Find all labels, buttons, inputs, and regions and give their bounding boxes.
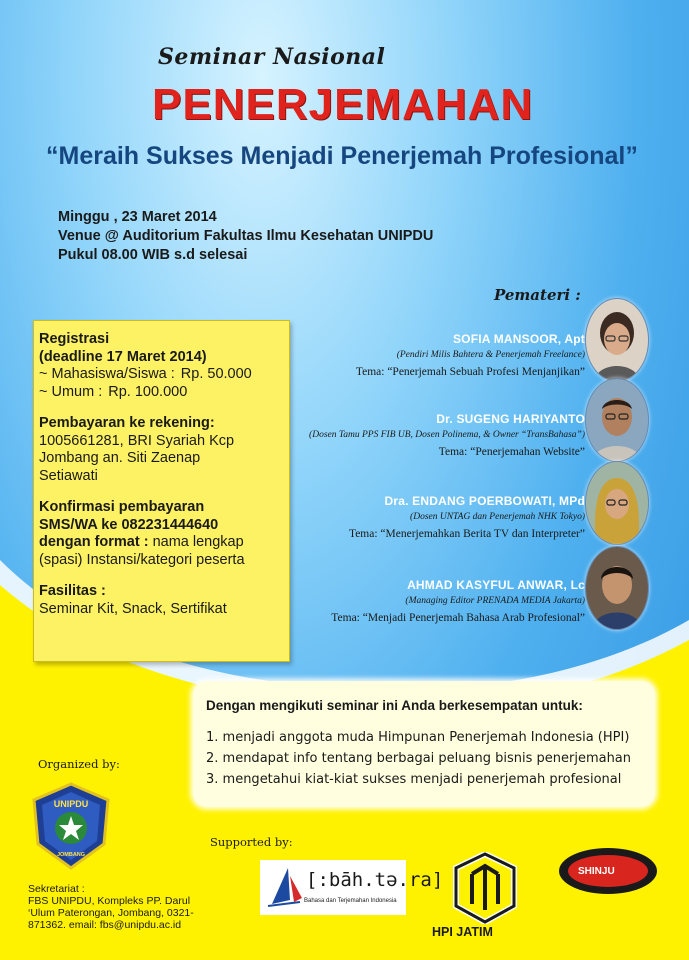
sekretariat-line: 871362. email: fbs@unipdu.ac.id — [28, 919, 182, 931]
payment-line: 1005661281, BRI Syariah Kcp — [39, 432, 235, 449]
sekretariat-line: ‘Ulum Paterongan, Jombang, 0321- — [28, 907, 194, 919]
fee-public-row — [39, 384, 287, 402]
speaker-2 — [309, 412, 585, 458]
supported-by-label: Supported by: — [210, 835, 293, 849]
fee-student-label: ~ Mahasiswa/Siswa : — [39, 366, 175, 382]
speaker-affiliation: (Pendiri Milis Bahtera & Penerjemah Freelance) — [396, 350, 585, 360]
confirm-title: Konfirmasi pembayaran — [39, 499, 205, 515]
speaker-3-photo — [585, 461, 649, 545]
speaker-topic: Tema: “Penerjemahan Website” — [438, 446, 585, 458]
bahtera-subtitle: Bahasa dan Terjemahan Indonesia — [304, 898, 397, 904]
pemateri-label: Pemateri : — [494, 286, 581, 304]
facilities-value: Seminar Kit, Snack, Sertifikat — [39, 600, 227, 617]
speaker-topic: Tema: “Penerjemah Sebuah Profesi Menjanjikan” — [355, 366, 585, 378]
sekretariat-line: FBS UNIPDU, Kompleks PP. Darul — [28, 895, 191, 907]
event-date: Minggu , 23 Maret 2014 — [58, 209, 217, 225]
event-details — [58, 208, 433, 265]
speaker-4 — [331, 578, 585, 624]
speaker-affiliation: (Dosen Tamu PPS FIB UB, Dosen Polinema, & Owner “TransBahasa”) — [309, 430, 585, 440]
shinju-label: SHINJU — [578, 866, 615, 877]
payment-line: Jombang an. Siti Zaenap — [39, 450, 201, 466]
unipdu-logo-bottom: JOMBANG — [56, 852, 86, 858]
subtitle: “Meraih Sukses Menjadi Penerjemah Profesional” — [46, 142, 638, 170]
sail-icon — [264, 866, 304, 910]
bahtera-word: [:bāh.tə.ra] — [306, 869, 444, 891]
speaker-topic: Tema: “Menerjemahkan Berita TV dan Interpreter” — [348, 528, 585, 540]
confirm-format-line2: (spasi) Instansi/kategori peserta — [39, 551, 245, 568]
hpi-label: HPI JATIM — [432, 925, 493, 939]
benefits-box — [193, 681, 655, 807]
fee-student-value: Rp. 50.000 — [180, 366, 252, 382]
fee-student-row — [39, 366, 287, 384]
unipdu-logo-top: UNIPDU — [53, 799, 89, 809]
benefits-list — [206, 727, 631, 790]
hpi-logo — [452, 852, 518, 924]
speaker-name: SOFIA MANSOOR, Apt — [452, 332, 585, 346]
benefit-item: 2. mendapat info tentang berbagai peluang bisnis penerjemahan — [206, 751, 632, 766]
confirm-contact: SMS/WA ke 082231444640 — [39, 516, 219, 533]
registration-box — [33, 320, 290, 662]
sekretariat-line: Sekretariat : — [28, 883, 85, 895]
speaker-name: Dra. ENDANG POERBOWATI, MPd — [384, 494, 585, 508]
confirm-format-value: nama lengkap — [152, 534, 244, 550]
registration-deadline: (deadline 17 Maret 2014) — [39, 348, 207, 365]
speaker-affiliation: (Managing Editor PRENADA MEDIA Jakarta) — [405, 596, 585, 606]
speaker-3 — [349, 494, 585, 540]
speaker-affiliation: (Dosen UNTAG dan Penerjemah NHK Tokyo) — [410, 512, 585, 522]
speaker-2-photo — [585, 378, 649, 462]
speaker-4-photo — [585, 546, 649, 630]
speaker-topic: Tema: “Menjadi Penerjemah Bahasa Arab Profesional” — [331, 612, 585, 624]
speaker-1-photo — [585, 298, 649, 382]
speaker-name: AHMAD KASYFUL ANWAR, Lc — [407, 578, 585, 592]
registration-text — [39, 331, 287, 618]
facilities-title: Fasilitas : — [39, 583, 106, 599]
event-time: Pukul 08.00 WIB s.d selesai — [58, 247, 248, 263]
speaker-1 — [356, 332, 585, 378]
registration-title: Registrasi — [39, 331, 110, 347]
bahtera-logo — [260, 860, 444, 915]
confirm-format-label: dengan format : — [39, 534, 149, 550]
organized-by-label: Organized by: — [38, 757, 120, 771]
confirm-format-row — [39, 534, 287, 552]
sekretariat — [28, 883, 228, 931]
seminar-title: Seminar Nasional — [158, 44, 386, 70]
fee-public-value: Rp. 100.000 — [108, 383, 188, 400]
benefit-item: 3. mengetahui kiat-kiat sukses menjadi penerjemah profesional — [206, 772, 622, 787]
unipdu-logo — [30, 782, 112, 870]
payment-line: Setiawati — [39, 467, 98, 484]
event-venue: Venue @ Auditorium Fakultas Ilmu Kesehatan UNIPDU — [58, 228, 434, 244]
payment-title: Pembayaran ke rekening: — [39, 415, 215, 431]
benefits-title: Dengan mengikuti seminar ini Anda berkesempatan untuk: — [206, 698, 583, 713]
fee-public-label: ~ Umum : — [39, 383, 103, 400]
benefit-item: 1. menjadi anggota muda Himpunan Penerjemah Indonesia (HPI) — [206, 730, 630, 745]
speaker-name: Dr. SUGENG HARIYANTO — [436, 412, 585, 426]
main-title: PENERJEMAHAN — [152, 80, 534, 129]
